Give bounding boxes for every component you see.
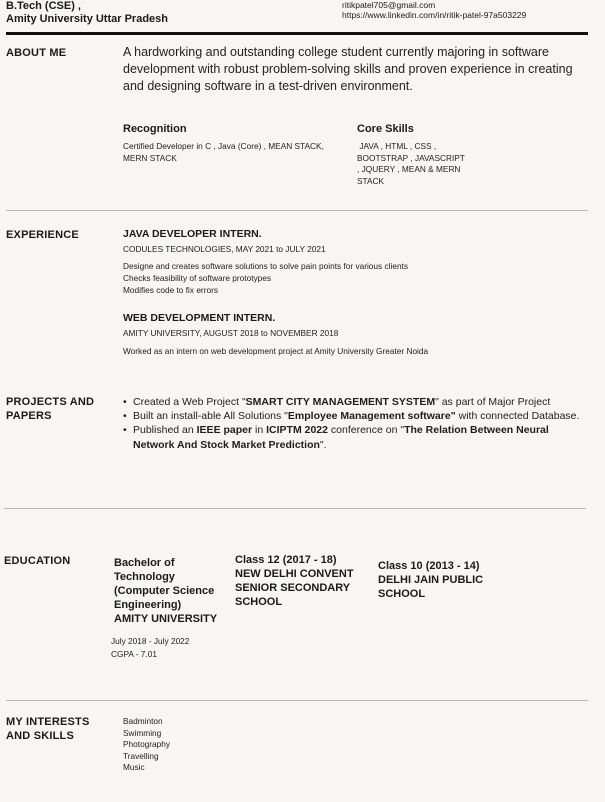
section-divider — [6, 210, 588, 211]
interests-list — [123, 716, 170, 774]
project-text: ". — [319, 438, 327, 451]
project-text: Published an — [133, 424, 197, 437]
project-text: conference on " — [327, 424, 405, 437]
project-bold-text: The Relation Between Neural Network And Stock Market Prediction — [133, 424, 549, 451]
core-skills-text: JAVA , HTML , CSS , BOOTSTRAP , JAVASCRIPT , JQUERY , MEAN & MERN STACK — [357, 141, 468, 186]
education-cgpa: CGPA - 7.01 — [111, 649, 157, 659]
header-left — [6, 0, 168, 26]
interests-title-line: AND SKILLS — [6, 730, 74, 742]
job-detail-line: Modifies code to fix errors — [123, 285, 218, 295]
education-entry — [235, 553, 355, 609]
project-bold-text: Employee Management software" — [287, 410, 456, 423]
interests-title-line: MY INTERESTS — [6, 716, 90, 728]
project-text: with connected Database. — [455, 410, 580, 423]
projects-title-line: PAPERS — [6, 410, 52, 422]
recognition-title: Recognition — [123, 123, 187, 135]
interest-item: Music — [123, 762, 145, 772]
job-detail-line: Checks feasibility of software prototypes — [123, 273, 272, 283]
education-school: AMITY UNIVERSITY — [114, 613, 218, 625]
linkedin-link[interactable]: https://www.linkedin.com/in/ritik-patel-97a503229 — [342, 10, 527, 20]
interest-item: Badminton — [123, 716, 163, 726]
project-bold-text: IEEE paper — [196, 424, 253, 437]
education-section-title: EDUCATION — [4, 555, 71, 567]
education-entry — [114, 556, 226, 626]
about-text: A hardworking and outstanding college student currently majoring in software development with robust problem-solving skills and proven experience in creating and designing software in a test-driven environment. — [123, 45, 573, 93]
job-meta: AMITY UNIVERSITY, AUGUST 2018 to NOVEMBER 2018 — [123, 328, 339, 338]
degree-text: B.Tech (CSE) , — [6, 0, 81, 12]
education-degree: Bachelor of Technology (Computer Science Engineering) — [114, 557, 215, 611]
education-class: Class 12 (2017 - 18) — [235, 554, 337, 566]
projects-section-title — [6, 395, 94, 423]
projects-title-line: PROJECTS AND — [6, 396, 95, 408]
header-divider — [6, 32, 588, 35]
job-title: JAVA DEVELOPER INTERN. — [123, 228, 262, 240]
interest-item: Travelling — [123, 750, 159, 761]
email-link[interactable]: ritikpatel705@gmail.com — [342, 0, 436, 10]
education-dates: July 2018 - July 2022 — [111, 636, 190, 646]
education-entry — [378, 559, 508, 601]
education-school: NEW DELHI CONVENT SENIOR SECONDARY SCHOOL — [235, 568, 354, 608]
project-text: Built an install-able All Solutions " — [133, 410, 288, 423]
education-class: Class 10 (2013 - 14) — [378, 560, 480, 572]
project-bold-text: SMART CITY MANAGEMENT SYSTEM — [245, 396, 436, 408]
interest-item: Photography — [123, 739, 171, 749]
project-text: Created a Web Project " — [133, 396, 246, 408]
project-item — [123, 395, 585, 409]
education-school: DELHI JAIN PUBLIC SCHOOL — [378, 574, 484, 600]
project-item — [123, 423, 585, 451]
section-divider — [6, 700, 588, 701]
experience-section-title: EXPERIENCE — [6, 229, 79, 241]
about-section-title: ABOUT ME — [6, 47, 67, 59]
project-bold-text: ICIPTM 2022 — [266, 424, 328, 437]
project-text: in — [252, 424, 267, 437]
job-meta: CODULES TECHNOLOGIES, MAY 2021 to JULY 2021 — [123, 244, 326, 254]
project-text: " as part of Major Project — [435, 396, 551, 408]
interest-item: Swimming — [123, 727, 162, 738]
job-detail-line: Worked as an intern on web development project at Amity University Greater Noida — [123, 346, 429, 356]
core-skills-title: Core Skills — [357, 123, 414, 135]
header-contact — [342, 0, 526, 20]
section-divider — [4, 508, 586, 509]
interests-section-title — [6, 715, 90, 743]
recognition-text: Certified Developer in C , Java (Core) , MEAN STACK, MERN STACK — [123, 141, 324, 163]
job-title: WEB DEVELOPMENT INTERN. — [123, 312, 276, 324]
job-detail-line: Designe and creates software solutions to solve pain points for various clients — [123, 261, 409, 271]
project-item — [123, 409, 585, 423]
university-text: Amity University Uttar Pradesh — [6, 13, 168, 25]
projects-list — [123, 395, 585, 452]
